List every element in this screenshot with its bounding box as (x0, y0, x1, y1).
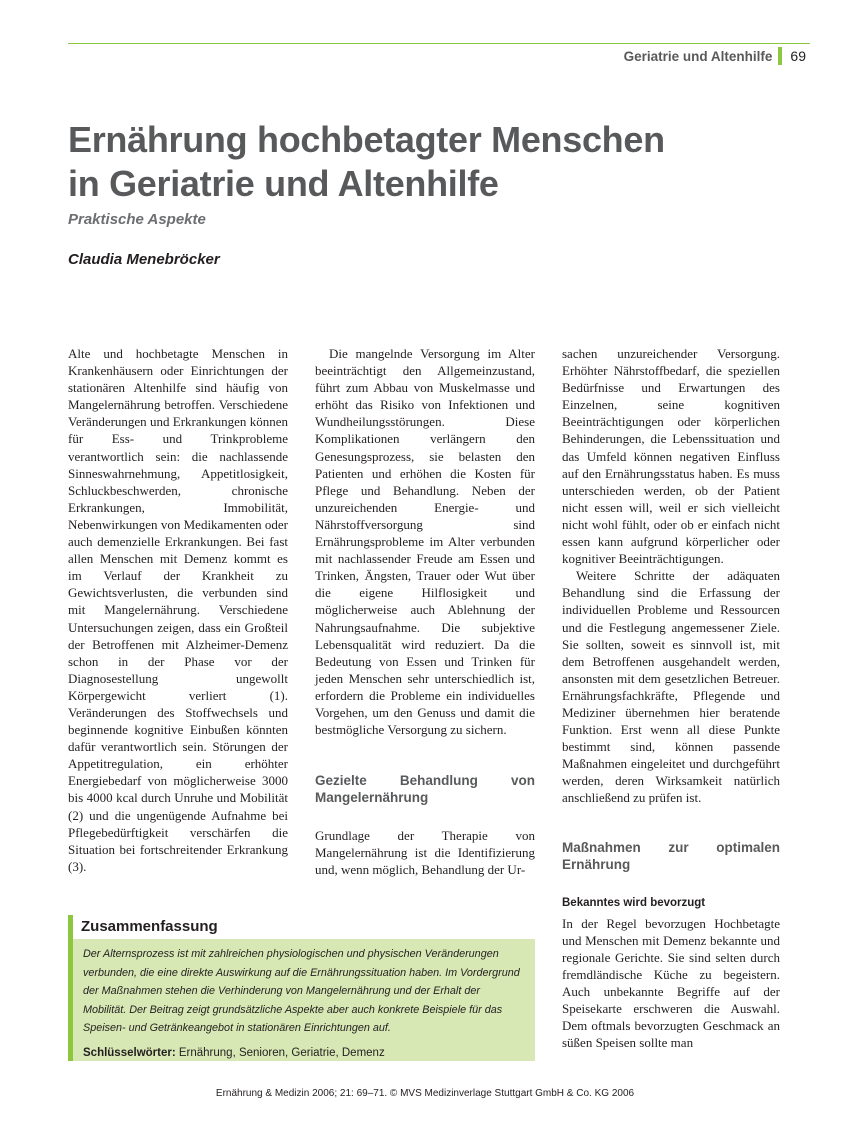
body-paragraph: sachen unzureichender Versorgung. Erhöhter Nährstoffbedarf, die speziellen Bedürfnisse und Erwartungen des Einzelnen, seine kognitiven Beeinträchtigungen oder körperlichen Behinderungen, die Lebenssituation und das Umfeld können negativen Einfluss auf den Ernährungsstatus haben. Es muss unterschieden werden, ob der Patient nicht essen will, weil er sich vielleicht nicht wohl fühlt, oder ob er einfach nicht essen kann aufgrund körperlicher oder kognitiver Beeinträchtigungen. (562, 346, 780, 567)
article-author: Claudia Menebröcker (68, 251, 220, 268)
article-title-line2: in Geriatrie und Altenhilfe (68, 163, 499, 204)
keywords-list: Ernährung, Senioren, Geriatrie, Demenz (178, 1046, 385, 1059)
body-paragraph: Weitere Schritte der adäquaten Behandlung sind die Erfassung der individuellen Probleme und Ressourcen und die Festlegung angemessener Ziele. Sie sollten, soweit es sinnvoll ist, mit dem Betroffenen ausgehandelt werden, ansonsten mit dem gesetzlichen Betreuer. Ernährungsfachkräfte, Pflegende und Mediziner übernehmen hier beratende Funktion. Erst wenn all diese Punkte bestimmt sind, können passende Maßnahmen eingeleitet und durchgeführt werden, deren Wirksamkeit natürlich anschließend zu prüfen ist. (562, 568, 780, 806)
body-paragraph: In der Regel bevorzugen Hochbetagte und Menschen mit Demenz bekannte und regionale Gerichte. Sie sind selten durch fremdländische Küche zu begeistern. Auch unbekannte Begriffe auf der Speisekarte erschweren die Auswahl. Dem oftmals bevorzugten Geschmack an süßen Speisen sollte man (562, 915, 780, 1051)
body-paragraph: Die mangelnde Versorgung im Alter beeinträchtigt den Allgemeinzustand, führt zum Abbau von Muskelmasse und erhöht das Risiko von Infektionen und Wundheilungsstörungen. Diese Komplikationen verlängern den Genesungsprozess, sie belasten den Patienten und erhöhen die Kosten für Pflege und Behandlung. Neben der unzureichenden Energie- und Nährstoffversorgung sind Ernährungsprobleme im Alter verbunden mit nachlassender Freude am Essen und Trinken, Ängsten, Trauer oder Wut über die eigene Hilflosigkeit und möglicherweise auch Ablehnung der Nahrungsaufnahme. Die subjektive Lebensqualität wird reduziert. Da die Bedeutung von Essen und Trinken für jeden Menschen sehr unterschiedlich ist, erfordern die Probleme ein individuelles Vorgehen, um den Genuss und damit die bestmögliche Versorgung zu sichern. (315, 346, 535, 738)
article-title-line1: Ernährung hochbetagter Menschen (68, 119, 665, 160)
section-heading: Maßnahmen zur optimalen Ernährung (562, 839, 780, 872)
body-column-1 (68, 345, 288, 875)
running-head-bar (778, 47, 782, 65)
body-paragraph: Alte und hochbetagte Menschen in Krankenhäusern oder Einrichtungen der stationären Altenhilfe sind häufig von Mangelernährung betroffen. Verschiedene Veränderungen und Erkrankungen können für Ess- und Trinkprobleme verantwortlich sein: die nachlassende Sinneswahrnehmung, Appetitlosigkeit, Schluckbeschwerden, chronische Erkrankungen, Immobilität, Nebenwirkungen von Medikamenten oder auch demenzielle Erkrankungen. Bei fast allen Menschen mit Demenz kommt es im Verlauf der Krankheit zu Gewichtsverlusten, die verbunden sind mit Mangelernährung. Verschiedene Untersuchungen zeigen, dass ein Großteil der Betroffenen mit Alzheimer-Demenz schon in der Phase vor der Diagnosestellung ungewollt Körpergewicht verliert (1). Veränderungen des Stoffwechsels und beginnende kognitive Einbußen könnten dafür verantwortlich sein. Störungen der Appetitregulation, ein erhöhter Energiebedarf von möglicherweise 3000 bis 4000 kcal durch Unruhe und Mobilität (2) und die ungenügende Aufnahme bei Pflegebedürftigkeit verschärfen die Situation bei fortschreitender Erkrankung (3). (68, 346, 288, 874)
footer-citation: Ernährung & Medizin 2006; 21: 69–71. © MVS Medizinverlage Stuttgart GmbH & Co. KG 2006 (215, 1088, 635, 1099)
header-rule (68, 43, 810, 44)
article-subtitle: Praktische Aspekte (68, 211, 206, 228)
article-title (68, 118, 808, 206)
summary-box (68, 915, 535, 1061)
section-heading: Gezielte Behandlung von Mangelernährung (315, 773, 535, 806)
keywords-label: Schlüsselwörter: (83, 1046, 176, 1059)
subsection-heading: Bekanntes wird bevorzugt (562, 896, 706, 909)
body-paragraph: Grundlage der Therapie von Mangelernährung ist die Identifizierung und, wenn möglich, Behandlung der Ur- (315, 828, 535, 878)
running-head (624, 46, 806, 66)
body-column-3 (562, 345, 780, 1051)
summary-text: Der Alternsprozess ist mit zahlreichen physiologischen und physischen Veränderungen verbunden, die eine direkte Auswirkung auf die Ernährungssituation haben. Im Vordergrund der Maßnahmen stehen die Verhinderung von Mangelernährung und der Erhalt der Mobilität. Der Beitrag zeigt grundsätzliche Aspekte aber auch konkrete Beispiele für das Speisen- und Getränkeangebot in stationären Einrichtungen auf. (83, 948, 520, 1034)
body-column-2 (315, 345, 535, 878)
running-head-section: Geriatrie und Altenhilfe (623, 48, 773, 64)
page-number: 69 (790, 48, 806, 64)
summary-heading: Zusammenfassung (73, 915, 535, 939)
summary-keywords (83, 1046, 523, 1061)
